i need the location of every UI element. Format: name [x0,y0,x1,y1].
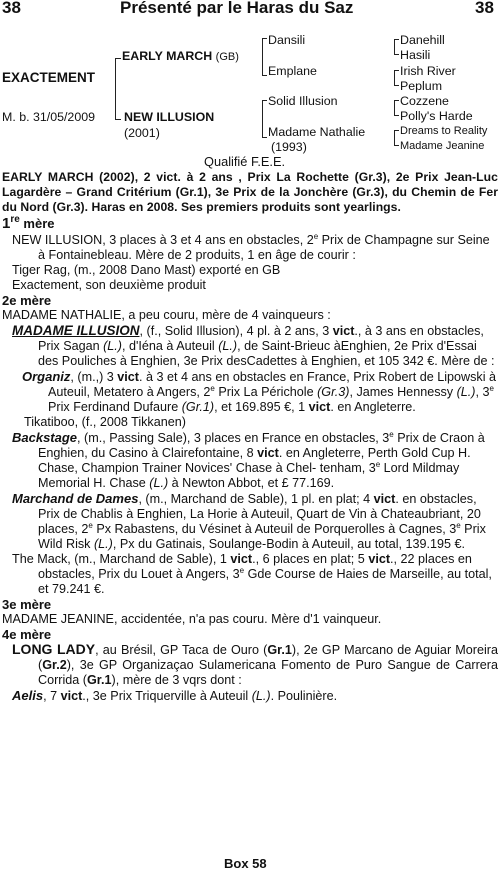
horse-info: M. b. 31/05/2009 [2,110,95,124]
backstage-entry: Backstage, (m., Passing Sale), 3 places en France en obstacles, 3e Prix de Craon à Enghien, du Casino à Clairefontaine, 8 vict. en Angleterre, Perth Gold Cup H. Chase, Champion Trainer Novices' Chase à Chel- tenham, 3e Lord Mildmay Memorial H. Chase (L.) à Newton Abbot, et £ 77.169. [12,429,485,490]
second-dam-intro: MADAME NATHALIE, a peu couru, mère de 4 vainqueurs : [2,308,331,322]
horse-name: EXACTEMENT [2,70,96,85]
great-grandsire-3: Cozzene [400,94,449,108]
marchand-de-dames-entry: Marchand de Dames, (m., Marchand de Sable), 1 pl. en plat; 4 vict. en obstacles, Prix de Chablis à Enghien, La Horie à Auteuil, Quart de Vin à Chateaubriant, 20 places, 2e Px Rabastens, du Vésinet à Auteuil de Porquerolles à Cagnes, 3e Prix Wild Risk (L.), Px du Gatinais, Soulange-Bodin à Auteuil, au total, 139.195 €. [12,491,486,551]
dam-year: (2001) [124,126,160,140]
great-granddam-4: Madame Jeanine [400,140,485,152]
granddam-2: Madame Nathalie [268,125,366,139]
page-title: Présenté par le Haras du Saz [120,0,354,17]
long-lady-entry: LONG LADY, au Brésil, GP Taca de Ouro (Gr.1), 2e GP Marcano de Aguiar Moreira (Gr.2), 3e GP Organizaçao Sulamericana Fomento de Puro Sangue de Carrera Corrida (Gr.1), mère de 3 vqrs dont : [12,641,498,687]
produce-2: Exactement, son deuxième produit [12,278,206,292]
first-dam-text: NEW ILLUSION, 3 places à 3 et 4 ans en obstacles, 2e Prix de Champagne sur Seine à Fontainebleau. Mère de 2 produits, 1 en âge de courir : [12,231,490,262]
lot-number-right: 38 [475,0,494,17]
tikatiboo-entry: Tikatiboo, (f., 2008 Tikkanen) [24,415,186,429]
fourth-dam-section [2,627,498,704]
aelis-entry: Aelis, 7 vict., 3e Prix Triquerville à Auteuil (L.). Poulinière. [12,688,338,703]
great-granddam-3: Polly's Harde [400,109,473,123]
great-grandsire-1: Danehill [400,33,445,47]
granddam-1: Emplane [268,64,317,78]
the-mack-entry: The Mack, (m., Marchand de Sable), 1 vict., 6 places en plat; 5 vict., 22 places en obstacles, Prix du Louet à Angers, 3e Gde Course de Haies de Marseille, au total, et 79.241 €. [12,552,492,596]
first-dam-section [2,215,498,293]
third-dam-section [2,597,498,627]
first-dam-heading: 1re mère [2,214,55,232]
great-grandsire-2: Irish River [400,64,456,78]
third-dam-text: MADAME JEANINE, accidentée, n'a pas couru. Mère d'1 vainqueur. [2,612,382,626]
sire-note: EARLY MARCH (2002), 2 vict. à 2 ans , Prix La Rochette (Gr.3), 2e Prix Jean-Luc Lagardère – Grand Critérium (Gr.1), 3e Prix de la Jonchère (Gr.3), du Chemin de Fer du Nord (Gr.3). Haras en 2008. Ses premiers produits sont yearlings. [2,170,498,214]
lot-number-left: 38 [2,0,21,17]
dam: NEW ILLUSION [124,110,215,124]
great-grandsire-4: Dreams to Reality [400,125,488,137]
sire: EARLY MARCH (GB) [122,49,239,63]
great-granddam-2: Peplum [400,79,443,93]
box-number: Box 58 [224,856,267,871]
organiz-entry: Organiz, (m.,) 3 vict. à 3 et 4 ans en obstacles en France, Prix Robert de Lipowski à Auteuil, Metatero à Angers, 2e Prix La Périchole (Gr.3), James Hennessy (L.), 3e Prix Ferdinand Dufaure (Gr.1), et 169.895 €, 1 vict. en Angleterre. [22,369,497,414]
grandsire-1: Dansili [268,33,306,47]
second-dam-section [2,293,498,597]
granddam-2-year: (1993) [271,140,307,154]
fourth-dam-heading: 4e mère [2,627,52,642]
qualification: Qualifié F.E.E. [204,154,286,169]
great-granddam-1: Hasili [400,48,431,62]
grandsire-2: Solid Illusion [268,94,338,108]
second-dam-heading: 2e mère [2,293,52,308]
third-dam-heading: 3e mère [2,597,52,612]
produce-1: Tiger Rag, (m., 2008 Dano Mast) exporté en GB [12,263,281,277]
madame-illusion-entry: MADAME ILLUSION, (f., Solid Illusion), 4 pl. à 2 ans, 3 vict., à 3 ans en obstacles, Prix Sagan (L.), d'Iéna à Auteuil (L.), de Saint-Brieuc àEnghien, 2e Prix d'Essai des Pouliches à Enghien, 3e Prix desCadettes à Enghien, et 105 342 €. Mère de : [12,323,495,368]
